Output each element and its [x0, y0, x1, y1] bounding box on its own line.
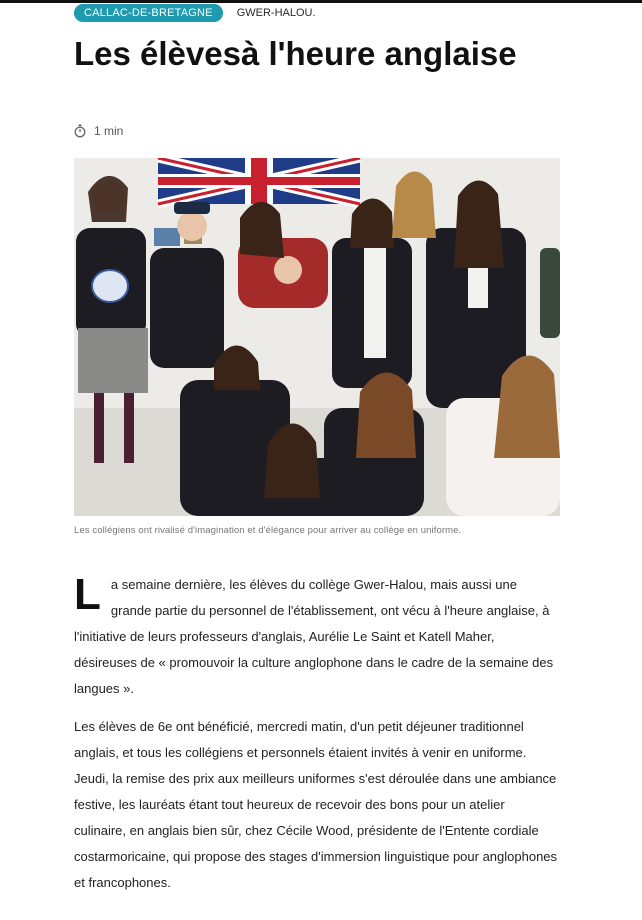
- paragraph-1-text: a semaine dernière, les élèves du collège Gwer-Halou, mais aussi une grande partie du personnel de l'établissement, ont vécu à l'heure anglaise, à l'initiative de leurs professeurs d'anglais, Aurélie Le Saint et Katell Maher, désireuses de « promouvoir la culture anglophone dans le cadre de la semaine des langues ».: [74, 577, 554, 696]
- top-rule: [0, 0, 642, 3]
- category-badge[interactable]: CALLAC-DE-BRETAGNE: [74, 4, 223, 22]
- flag-image: [158, 158, 360, 204]
- paragraph-1: [74, 572, 560, 702]
- paragraph-2: Les élèves de 6e ont bénéficié, mercredi matin, d'un petit déjeuner traditionnel anglais, et tous les collégiens et personnels étaient invités à venir en uniforme. Jeudi, la remise des prix aux meilleurs uniformes s'est déroulée dans une ambiance festive, les lauréats étant tout heureux de recevoir des bons pour un atelier culinaire, en anglais bien sûr, chez Cécile Wood, présidente de l'Entente cordiale costarmoricaine, qui propose des stages d'immersion linguistique pour anglophones et francophones.: [74, 719, 558, 890]
- drop-cap: L: [74, 570, 101, 619]
- read-time-label: 1 min: [94, 124, 124, 138]
- location-label: GWER-HALOU.: [236, 7, 316, 19]
- read-time: [74, 124, 123, 138]
- article-photo: [74, 158, 560, 516]
- article-tags: [74, 4, 316, 22]
- article-title: Les élèvesà l'heure anglaise: [74, 35, 517, 72]
- stopwatch-icon: [74, 124, 86, 138]
- article-body: [74, 572, 560, 908]
- photo-caption: Les collégiens ont rivalisé d'imagination et d'élégance pour arriver au collège en uniforme.: [74, 525, 462, 536]
